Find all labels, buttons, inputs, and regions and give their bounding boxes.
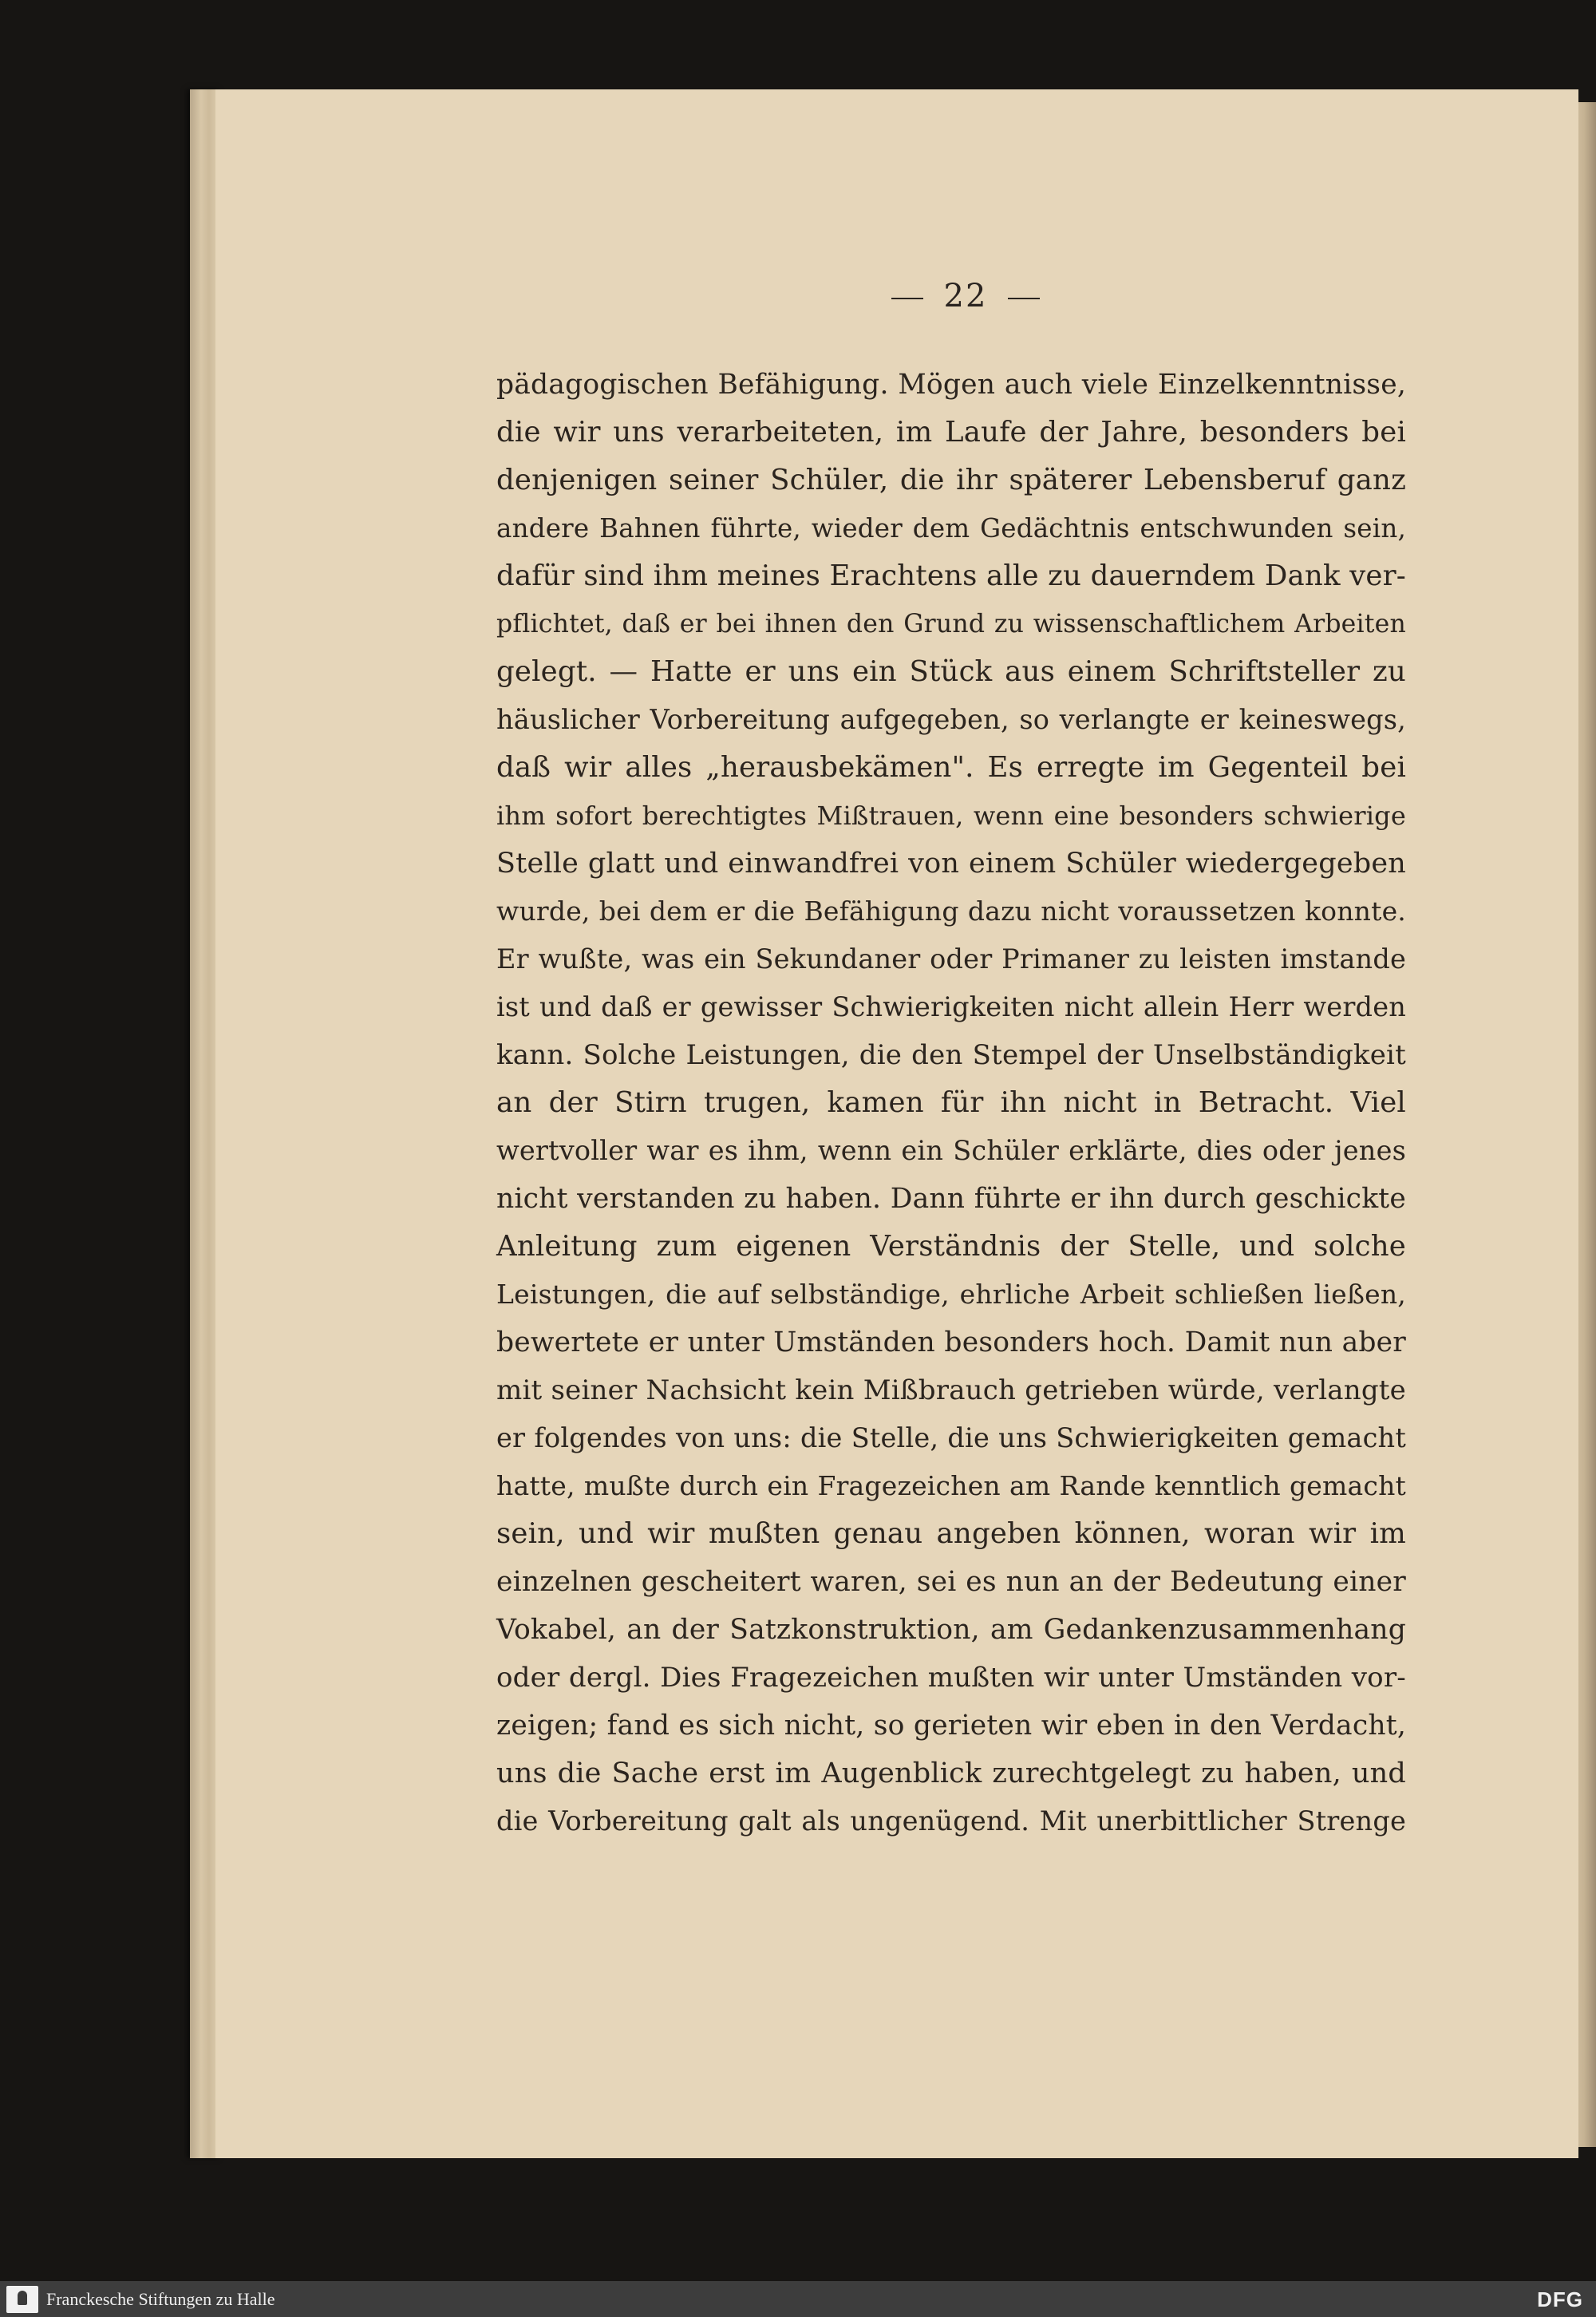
footer-bar	[0, 2281, 1596, 2317]
text-line: daß wir alles „herausbekämen". Es erregte im Gegenteil bei	[496, 751, 1406, 784]
text-line: zeigen; fand es sich nicht, so gerieten wir eben in den Verdacht,	[496, 1710, 1406, 1742]
text-line: er folgendes von uns: die Stelle, die uns Schwierigkeiten gemacht	[496, 1422, 1406, 1453]
text-line: ist und daß er gewisser Schwierigkeiten nicht allein Herr werden	[496, 991, 1406, 1022]
text-line: mit seiner Nachsicht kein Mißbrauch getrieben würde, verlangte	[496, 1374, 1406, 1406]
text-line: Leistungen, die auf selbständige, ehrliche Arbeit schließen ließen,	[496, 1279, 1406, 1310]
text-line: dafür sind ihm meines Erachtens alle zu dauerndem Dank ver-	[496, 559, 1406, 592]
text-line: sein, und wir mußten genau angeben können, woran wir im	[496, 1517, 1406, 1550]
text-line: gelegt. — Hatte er uns ein Stück aus einem Schriftsteller zu	[496, 655, 1406, 688]
text-line: die Vorbereitung galt als ungenügend. Mit unerbittlicher Strenge	[496, 1805, 1406, 1837]
text-line: nicht verstanden zu haben. Dann führte er ihn durch geschickte	[496, 1183, 1406, 1215]
text-line: Anleitung zum eigenen Verständnis der Stelle, und solche	[496, 1230, 1406, 1263]
text-line: pflichtet, daß er bei ihnen den Grund zu wissenschaftlichem Arbeiten	[496, 610, 1406, 639]
text-line: die wir uns verarbeiteten, im Laufe der Jahre, besonders bei	[496, 416, 1406, 449]
text-line: Er wußte, was ein Sekundaner oder Primaner zu leisten imstande	[496, 943, 1406, 975]
text-line: hatte, mußte durch ein Fragezeichen am Rande kenntlich gemacht	[496, 1470, 1406, 1501]
text-line: andere Bahnen führte, wieder dem Gedächtnis entschwunden sein,	[496, 513, 1406, 544]
francke-foundation-logo-icon	[6, 2286, 38, 2313]
dfg-logo: DFG	[1537, 2287, 1583, 2311]
text-line: an der Stirn trugen, kamen für ihn nicht in Betracht. Viel	[496, 1086, 1406, 1119]
institution-name: Franckesche Stiftungen zu Halle	[46, 2289, 275, 2309]
page-number	[822, 278, 1109, 314]
text-line: uns die Sache erst im Augenblick zurechtgelegt zu haben, und	[496, 1758, 1406, 1789]
text-line: ihm sofort berechtigtes Mißtrauen, wenn eine besonders schwierige	[496, 801, 1406, 831]
text-line: häuslicher Vorbereitung aufgegeben, so verlangte er keineswegs,	[496, 704, 1406, 735]
text-line: Stelle glatt und einwandfrei von einem Schüler wiedergegeben	[496, 848, 1406, 880]
text-line: denjenigen seiner Schüler, die ihr späterer Lebensberuf ganz	[496, 464, 1406, 496]
text-line: wertvoller war es ihm, wenn ein Schüler erklärte, dies oder jenes	[496, 1135, 1406, 1166]
folio-dash-left	[891, 298, 923, 299]
text-line: kann. Solche Leistungen, die den Stempel der Unselbständigkeit	[496, 1039, 1406, 1071]
page-number-value: 22	[943, 278, 988, 314]
text-line: einzelnen gescheitert waren, sei es nun an der Bedeutung einer	[496, 1566, 1406, 1598]
folio-dash-right	[1008, 298, 1040, 299]
text-line: oder dergl. Dies Fragezeichen mußten wir unter Umständen vor-	[496, 1662, 1406, 1694]
body-text	[496, 361, 1406, 1845]
text-line: wurde, bei dem er die Befähigung dazu nicht voraussetzen konnte.	[496, 896, 1406, 927]
text-line: pädagogischen Befähigung. Mögen auch viele Einzelkenntnisse,	[496, 369, 1406, 401]
text-line: bewertete er unter Umständen besonders hoch. Damit nun aber	[496, 1327, 1406, 1358]
text-line: Vokabel, an der Satzkonstruktion, am Gedankenzusammenhang	[496, 1614, 1406, 1646]
